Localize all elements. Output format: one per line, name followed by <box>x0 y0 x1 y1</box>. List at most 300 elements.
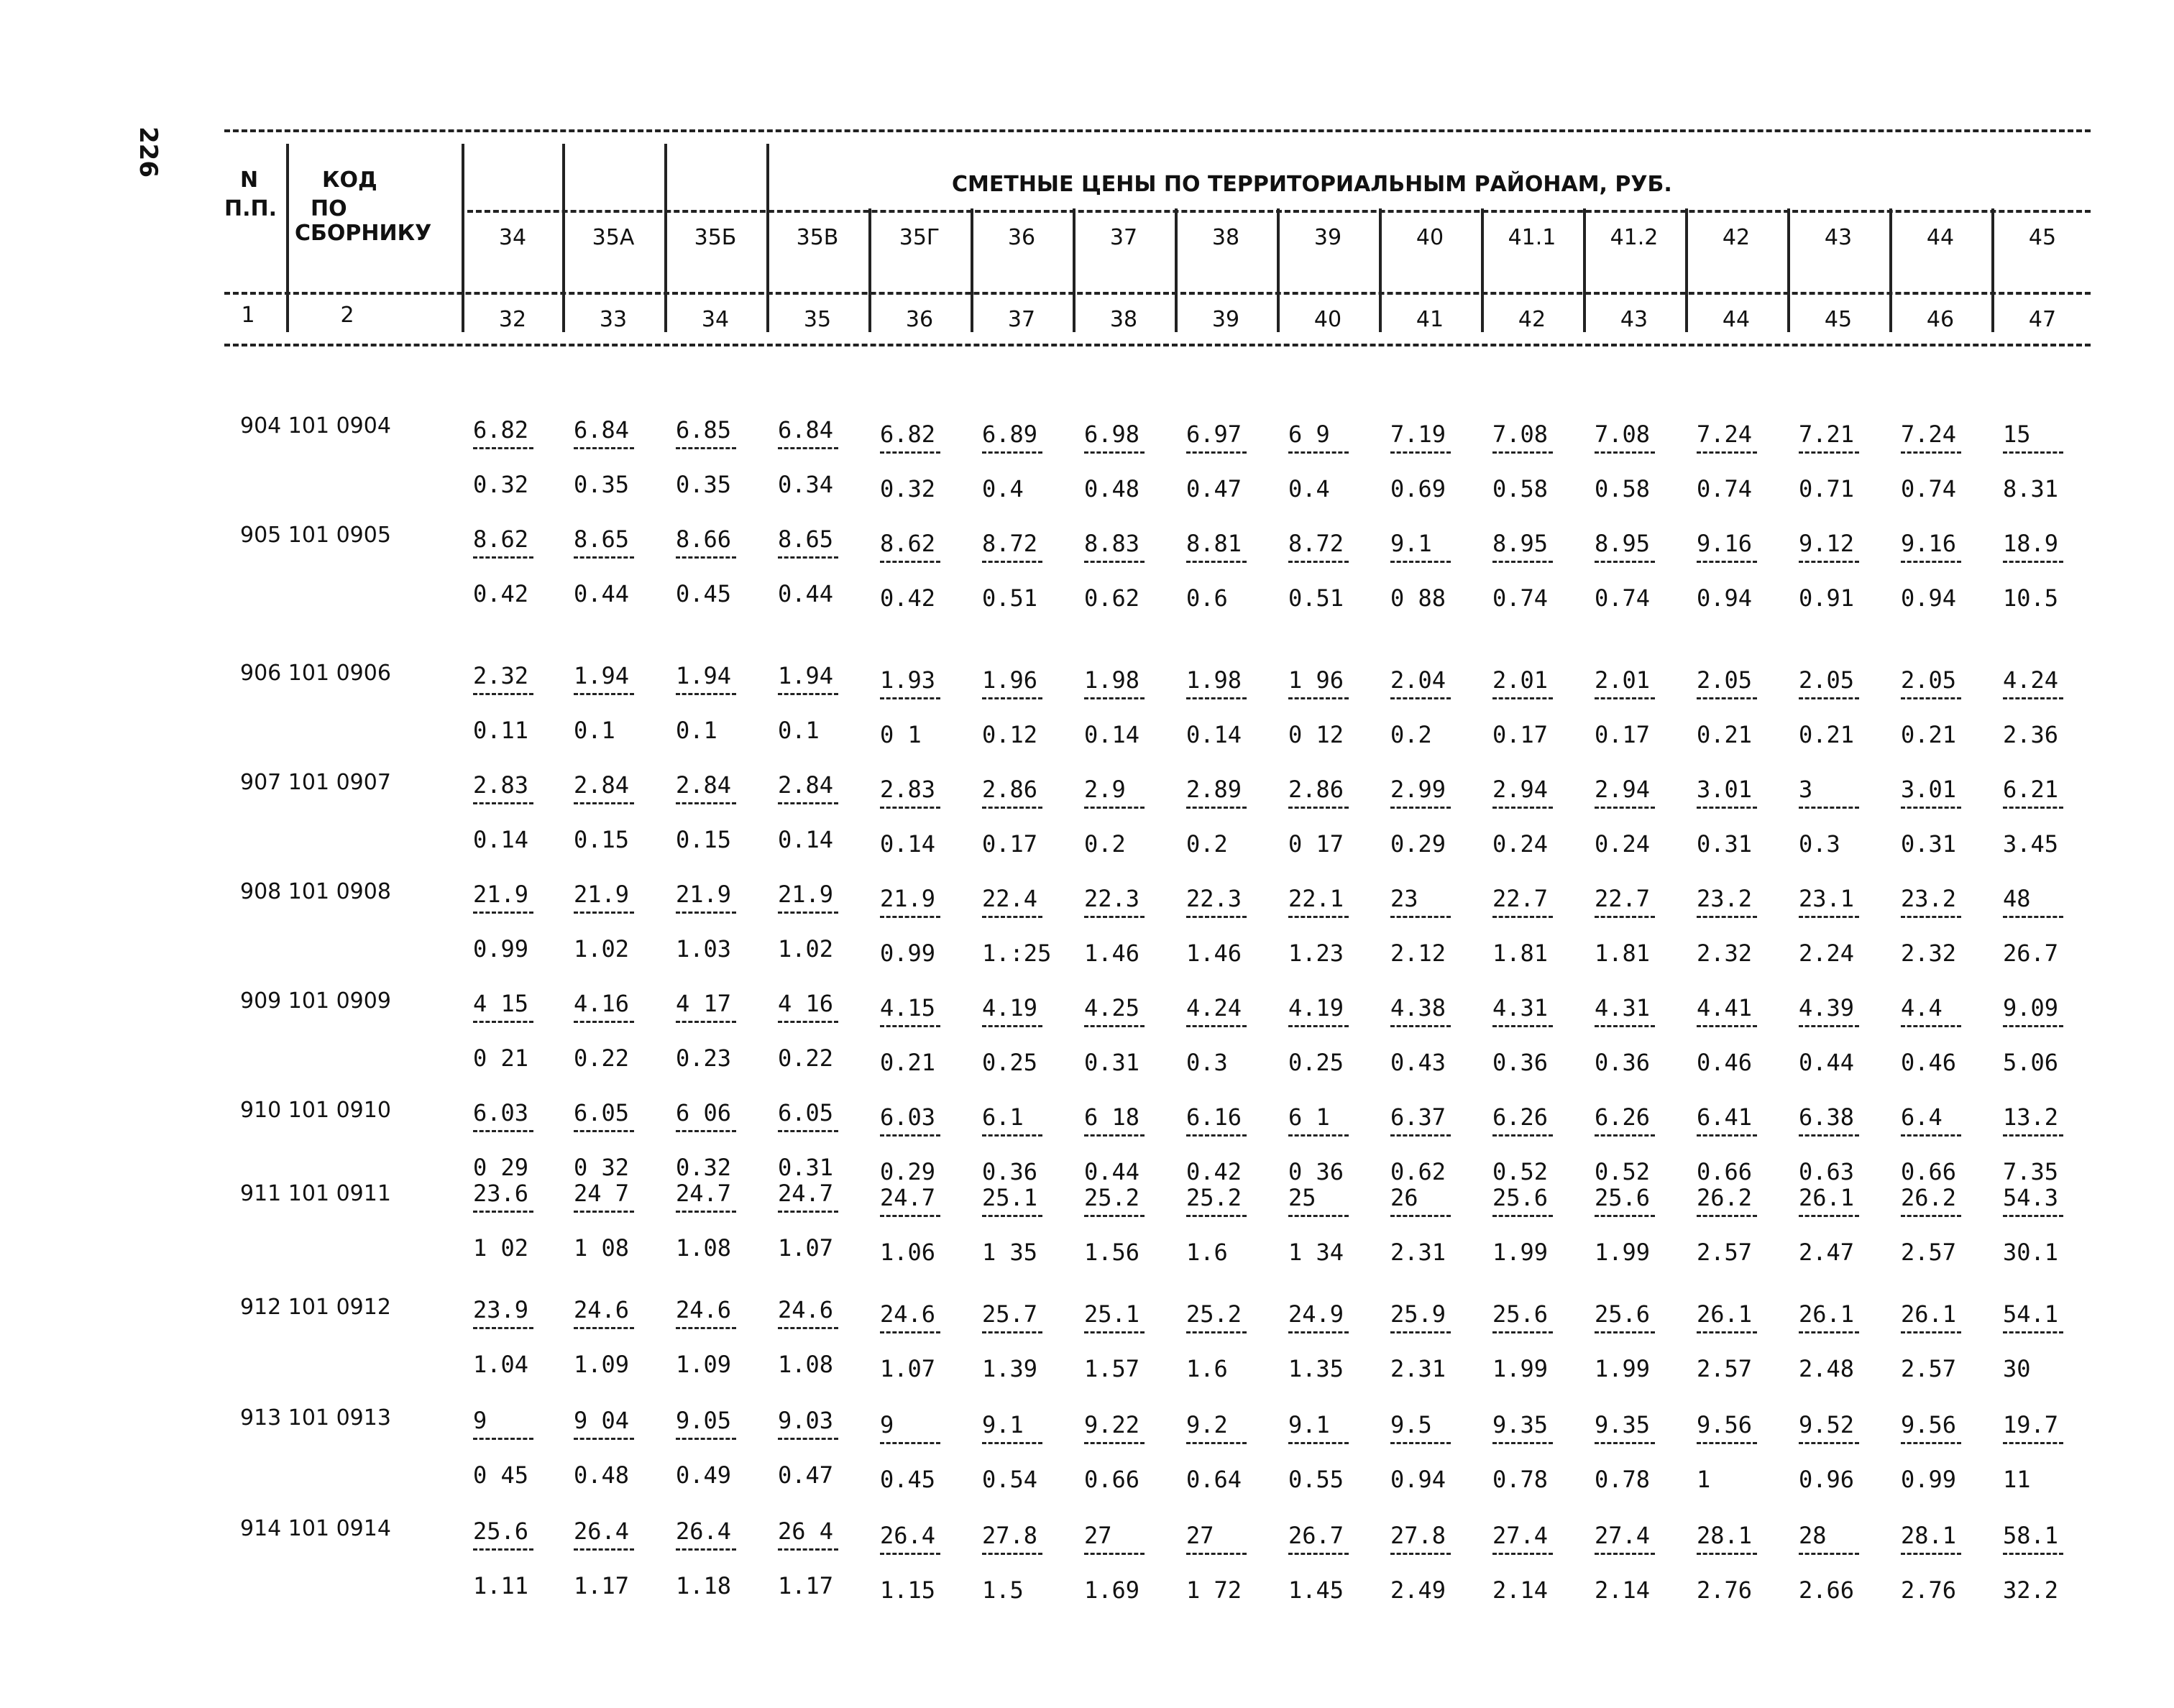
wage-value: 0.17 <box>1595 721 1651 748</box>
header-col-pp: П.П. <box>224 196 278 221</box>
price-value: 24.9 <box>1288 1300 1344 1328</box>
price-value: 4.15 <box>880 994 936 1021</box>
wage-value: 0.21 <box>1901 721 1957 748</box>
wage-value: 0.25 <box>982 1049 1038 1076</box>
wage-value: 2.31 <box>1390 1239 1446 1266</box>
price-value: 25.2 <box>1186 1300 1242 1328</box>
wage-value: 1.:25 <box>982 940 1052 967</box>
wage-value: 1.99 <box>1595 1355 1651 1382</box>
price-value: 9.56 <box>1697 1411 1753 1438</box>
price-value: 23.2 <box>1697 885 1753 912</box>
price-value: 21.9 <box>676 881 732 908</box>
fraction-rule <box>1084 1331 1145 1333</box>
fraction-rule <box>1595 697 1655 699</box>
fraction-rule <box>880 697 940 699</box>
price-value: 2.84 <box>676 771 732 799</box>
fraction-rule <box>1288 1331 1349 1333</box>
wage-value: 2.14 <box>1492 1576 1549 1604</box>
header-index-1: 1 <box>241 303 255 328</box>
fraction-rule <box>2003 1215 2063 1217</box>
fraction-rule <box>1901 1553 1961 1555</box>
fraction-rule <box>1390 1442 1451 1444</box>
price-value: 28.1 <box>1697 1522 1753 1549</box>
fraction-rule <box>676 693 736 695</box>
wage-value: 1.07 <box>880 1355 936 1382</box>
price-value: 25.2 <box>1186 1184 1242 1211</box>
fraction-rule <box>1901 1331 1961 1333</box>
price-value: 24.6 <box>778 1296 834 1323</box>
fraction-rule <box>1186 807 1247 809</box>
price-value: 2.86 <box>1288 776 1344 803</box>
wage-value: 0.94 <box>1697 584 1753 612</box>
price-value: 1.93 <box>880 666 936 694</box>
region-header: 35Б <box>694 225 737 250</box>
region-header: 42 <box>1722 225 1751 250</box>
region-index: 45 <box>1824 307 1853 332</box>
wage-value: 32.2 <box>2003 1576 2059 1604</box>
price-value: 26.1 <box>1799 1300 1855 1328</box>
fraction-rule <box>778 556 838 559</box>
fraction-rule <box>880 451 940 454</box>
price-value: 22.1 <box>1288 885 1344 912</box>
price-value: 9.5 <box>1390 1411 1432 1438</box>
fraction-rule <box>2003 807 2063 809</box>
price-value: 7.24 <box>1697 421 1753 448</box>
fraction-rule <box>1901 697 1961 699</box>
price-value: 25.6 <box>1492 1184 1549 1211</box>
price-value: 23.6 <box>473 1180 529 1207</box>
wage-value: 1 35 <box>982 1239 1038 1266</box>
wage-value: 0.66 <box>1901 1158 1957 1185</box>
wage-value: 0.52 <box>1492 1158 1549 1185</box>
price-value: 9.52 <box>1799 1411 1855 1438</box>
fraction-rule <box>1084 1553 1145 1555</box>
price-value: 1.94 <box>778 662 834 689</box>
price-value: 9.1 <box>1288 1411 1330 1438</box>
page-number: 226 <box>134 127 162 178</box>
wage-value: 0.78 <box>1492 1466 1549 1493</box>
region-header: 35Г <box>899 225 940 250</box>
region-index: 35 <box>803 307 832 332</box>
fraction-rule <box>1492 1331 1553 1333</box>
region-separator <box>1379 208 1382 332</box>
price-value: 4.39 <box>1799 994 1855 1021</box>
price-value: 24.7 <box>880 1184 936 1211</box>
header-col-code-1: КОД <box>322 167 377 193</box>
fraction-rule <box>1799 1331 1859 1333</box>
price-value: 28.1 <box>1901 1522 1957 1549</box>
wage-value: 1.15 <box>880 1576 936 1604</box>
region-header: 44 <box>1926 225 1955 250</box>
fraction-rule <box>1799 1442 1859 1444</box>
fraction-rule <box>1901 561 1961 563</box>
fraction-rule <box>1697 1134 1757 1137</box>
row-id: 911 101 0911 <box>240 1181 391 1206</box>
fraction-rule <box>778 802 838 804</box>
fraction-rule <box>1390 1331 1451 1333</box>
fraction-rule <box>1799 916 1859 918</box>
row-id: 904 101 0904 <box>240 413 391 439</box>
price-value: 25.2 <box>1084 1184 1140 1211</box>
wage-value: 0 1 <box>880 721 922 748</box>
fraction-rule <box>1390 451 1451 454</box>
fraction-rule <box>880 1442 940 1444</box>
fraction-rule <box>1288 1442 1349 1444</box>
wage-value: 0.2 <box>1084 830 1126 858</box>
fraction-rule <box>1186 1215 1247 1217</box>
row-id: 905 101 0905 <box>240 523 391 548</box>
price-value: 18.9 <box>2003 530 2059 557</box>
fraction-rule <box>1492 1025 1553 1027</box>
price-value: 4.24 <box>1186 994 1242 1021</box>
fraction-rule <box>1288 1025 1349 1027</box>
price-value: 9.05 <box>676 1407 732 1434</box>
fraction-rule <box>473 447 533 449</box>
price-value: 1.96 <box>982 666 1038 694</box>
wage-value: 0.21 <box>1799 721 1855 748</box>
region-index: 38 <box>1109 307 1138 332</box>
wage-value: 0.32 <box>473 471 529 498</box>
wage-value: 0.3 <box>1799 830 1840 858</box>
price-value: 19.7 <box>2003 1411 2059 1438</box>
fraction-rule <box>1288 916 1349 918</box>
fraction-rule <box>1288 1215 1349 1217</box>
fraction-rule <box>2003 697 2063 699</box>
region-index: 33 <box>599 307 628 332</box>
fraction-rule <box>1595 916 1655 918</box>
price-value: 26.2 <box>1697 1184 1753 1211</box>
region-index: 44 <box>1722 307 1751 332</box>
region-separator <box>562 144 565 332</box>
price-value: 2.99 <box>1390 776 1446 803</box>
wage-value: 0.42 <box>880 584 936 612</box>
price-value: 6 9 <box>1288 421 1330 448</box>
fraction-rule <box>1390 1215 1451 1217</box>
fraction-rule <box>574 447 634 449</box>
wage-value: 0.36 <box>982 1158 1038 1185</box>
wage-value: 0.74 <box>1901 475 1957 502</box>
price-value: 6.21 <box>2003 776 2059 803</box>
fraction-rule <box>1390 697 1451 699</box>
price-value: 4.19 <box>1288 994 1344 1021</box>
fraction-rule <box>778 1211 838 1213</box>
price-value: 8.81 <box>1186 530 1242 557</box>
price-value: 25.7 <box>982 1300 1038 1328</box>
fraction-rule <box>1492 1134 1553 1137</box>
fraction-rule <box>1799 1134 1859 1137</box>
fraction-rule <box>1799 451 1859 454</box>
fraction-rule <box>1799 1215 1859 1217</box>
region-index: 40 <box>1313 307 1342 332</box>
fraction-rule <box>1288 697 1349 699</box>
fraction-rule <box>676 1438 736 1440</box>
price-value: 6.05 <box>574 1099 630 1126</box>
region-index: 39 <box>1211 307 1240 332</box>
wage-value: 3.45 <box>2003 830 2059 858</box>
fraction-rule <box>1390 1134 1451 1137</box>
wage-value: 2.14 <box>1595 1576 1651 1604</box>
fraction-rule <box>1799 807 1859 809</box>
region-separator <box>1991 208 1994 332</box>
fraction-rule <box>1901 1025 1961 1027</box>
wage-value: 0.66 <box>1697 1158 1753 1185</box>
price-value: 9.09 <box>2003 994 2059 1021</box>
wage-value: 0.15 <box>676 826 732 853</box>
fraction-rule <box>1492 451 1553 454</box>
price-value: 22.7 <box>1492 885 1549 912</box>
wage-value: 0.12 <box>982 721 1038 748</box>
row-id: 914 101 0914 <box>240 1516 391 1541</box>
price-value: 26.2 <box>1901 1184 1957 1211</box>
fraction-rule <box>982 697 1042 699</box>
wage-value: 0.29 <box>1390 830 1446 858</box>
wage-value: 0.71 <box>1799 475 1855 502</box>
fraction-rule <box>1697 561 1757 563</box>
price-value: 2.89 <box>1186 776 1242 803</box>
price-value: 24.7 <box>676 1180 732 1207</box>
price-value: 4.31 <box>1595 994 1651 1021</box>
price-value: 27.8 <box>1390 1522 1446 1549</box>
price-value: 8.65 <box>574 525 630 553</box>
price-value: 25.9 <box>1390 1300 1446 1328</box>
wage-value: 0 88 <box>1390 584 1446 612</box>
row-id: 907 101 0907 <box>240 770 391 795</box>
price-value: 2.04 <box>1390 666 1446 694</box>
wage-value: 1.39 <box>982 1355 1038 1382</box>
fraction-rule <box>1390 561 1451 563</box>
wage-value: 0.96 <box>1799 1466 1855 1493</box>
price-value: 3.01 <box>1697 776 1753 803</box>
fraction-rule <box>574 1211 634 1213</box>
fraction-rule <box>982 1134 1042 1137</box>
fraction-rule <box>574 802 634 804</box>
wage-value: 0.4 <box>982 475 1024 502</box>
fraction-rule <box>1084 807 1145 809</box>
wage-value: 2.47 <box>1799 1239 1855 1266</box>
wage-value: 1.99 <box>1595 1239 1651 1266</box>
fraction-rule <box>880 1134 940 1137</box>
fraction-rule <box>2003 1331 2063 1333</box>
fraction-rule <box>982 1442 1042 1444</box>
fraction-rule <box>1595 1553 1655 1555</box>
region-separator <box>1277 208 1280 332</box>
wage-value: 1.08 <box>676 1234 732 1262</box>
fraction-rule <box>1186 1134 1247 1137</box>
wage-value: 1.56 <box>1084 1239 1140 1266</box>
price-value: 27.8 <box>982 1522 1038 1549</box>
fraction-rule <box>1492 916 1553 918</box>
price-value: 22.7 <box>1595 885 1651 912</box>
wage-value: 0.31 <box>1084 1049 1140 1076</box>
price-value: 6.26 <box>1492 1103 1549 1131</box>
wage-value: 0.32 <box>676 1154 732 1181</box>
fraction-rule <box>778 1548 838 1551</box>
wage-value: 0.17 <box>982 830 1038 858</box>
wage-value: 0.22 <box>574 1044 630 1072</box>
region-index: 34 <box>701 307 730 332</box>
region-header: 38 <box>1211 225 1240 250</box>
fraction-rule <box>1901 1134 1961 1137</box>
fraction-rule <box>1288 561 1349 563</box>
price-value: 7.19 <box>1390 421 1446 448</box>
wage-value: 0.46 <box>1901 1049 1957 1076</box>
wage-value: 0.32 <box>880 475 936 502</box>
header-index-2: 2 <box>340 303 354 328</box>
fraction-rule <box>676 1548 736 1551</box>
price-value: 23 <box>1390 885 1418 912</box>
row-id: 913 101 0913 <box>240 1405 391 1431</box>
fraction-rule <box>778 1130 838 1132</box>
fraction-rule <box>982 916 1042 918</box>
fraction-rule <box>1697 807 1757 809</box>
wage-value: 1.04 <box>473 1351 529 1378</box>
price-value: 4.25 <box>1084 994 1140 1021</box>
region-header: 36 <box>1007 225 1036 250</box>
fraction-rule <box>1595 561 1655 563</box>
wage-value: 0.31 <box>778 1154 834 1181</box>
price-value: 25.6 <box>473 1518 529 1545</box>
fraction-rule <box>1901 916 1961 918</box>
price-value: 6 06 <box>676 1099 732 1126</box>
wage-value: 0.15 <box>574 826 630 853</box>
wage-value: 0.94 <box>1901 584 1957 612</box>
price-value: 25.1 <box>982 1184 1038 1211</box>
wage-value: 1.6 <box>1186 1239 1228 1266</box>
price-value: 6.97 <box>1186 421 1242 448</box>
wage-value: 1.5 <box>982 1576 1024 1604</box>
wage-value: 0.24 <box>1492 830 1549 858</box>
price-value: 6.82 <box>473 416 529 444</box>
wage-value: 0.42 <box>1186 1158 1242 1185</box>
wage-value: 0.22 <box>778 1044 834 1072</box>
price-value: 25.1 <box>1084 1300 1140 1328</box>
wage-value: 0.29 <box>880 1158 936 1185</box>
fraction-rule <box>1288 807 1349 809</box>
price-value: 27.4 <box>1492 1522 1549 1549</box>
fraction-rule <box>1901 807 1961 809</box>
region-separator <box>1685 208 1688 332</box>
fraction-rule <box>473 1211 533 1213</box>
fraction-rule <box>1492 561 1553 563</box>
wage-value: 1.99 <box>1492 1355 1549 1382</box>
wage-value: 1 08 <box>574 1234 630 1262</box>
wage-value: 5.06 <box>2003 1049 2059 1076</box>
wage-value: 1.81 <box>1492 940 1549 967</box>
price-value: 4.31 <box>1492 994 1549 1021</box>
price-value: 6.4 <box>1901 1103 1943 1131</box>
price-value: 6.1 <box>982 1103 1024 1131</box>
fraction-rule <box>1186 1442 1247 1444</box>
wage-value: 2.32 <box>1697 940 1753 967</box>
price-value: 9.35 <box>1492 1411 1549 1438</box>
fraction-rule <box>1084 451 1145 454</box>
wage-value: 1.23 <box>1288 940 1344 967</box>
header-separator-n <box>286 144 289 332</box>
price-value: 26.1 <box>1799 1184 1855 1211</box>
fraction-rule <box>676 802 736 804</box>
wage-value: 0.24 <box>1595 830 1651 858</box>
fraction-rule <box>778 693 838 695</box>
fraction-rule <box>1595 807 1655 809</box>
wage-value: 0.48 <box>574 1461 630 1489</box>
price-value: 26.1 <box>1697 1300 1753 1328</box>
wage-value: 0 21 <box>473 1044 529 1072</box>
fraction-rule <box>880 1331 940 1333</box>
wage-value: 0.58 <box>1492 475 1549 502</box>
fraction-rule <box>473 1327 533 1329</box>
wage-value: 1.08 <box>778 1351 834 1378</box>
wage-value: 1.46 <box>1186 940 1242 967</box>
fraction-rule <box>1595 1134 1655 1137</box>
wage-value: 0.14 <box>1186 721 1242 748</box>
region-index: 42 <box>1518 307 1546 332</box>
fraction-rule <box>1595 1025 1655 1027</box>
price-value: 4.38 <box>1390 994 1446 1021</box>
fraction-rule <box>982 561 1042 563</box>
wage-value: 0.52 <box>1595 1158 1651 1185</box>
price-value: 21.9 <box>880 885 936 912</box>
header-col-n: N <box>240 167 259 193</box>
price-value: 4.41 <box>1697 994 1753 1021</box>
price-value: 9 <box>473 1407 487 1434</box>
fraction-rule <box>1697 1553 1757 1555</box>
wage-value: 1.6 <box>1186 1355 1228 1382</box>
price-value: 2.01 <box>1595 666 1651 694</box>
price-value: 3 <box>1799 776 1813 803</box>
fraction-rule <box>982 1215 1042 1217</box>
wage-value: 0.49 <box>676 1461 732 1489</box>
wage-value: 0.46 <box>1697 1049 1753 1076</box>
price-value: 4 15 <box>473 990 529 1017</box>
fraction-rule <box>1186 561 1247 563</box>
fraction-rule <box>473 556 533 559</box>
fraction-rule <box>1697 1331 1757 1333</box>
price-value: 24.6 <box>880 1300 936 1328</box>
price-value: 9.2 <box>1186 1411 1228 1438</box>
fraction-rule <box>574 556 634 559</box>
wage-value: 2.66 <box>1799 1576 1855 1604</box>
wage-value: 0 12 <box>1288 721 1344 748</box>
price-value: 21.9 <box>473 881 529 908</box>
price-value: 22.3 <box>1186 885 1242 912</box>
region-header: 43 <box>1824 225 1853 250</box>
wage-value: 1 72 <box>1186 1576 1242 1604</box>
price-value: 21.9 <box>778 881 834 908</box>
region-separator <box>462 144 464 332</box>
wage-value: 0.78 <box>1595 1466 1651 1493</box>
price-value: 6.82 <box>880 421 936 448</box>
wage-value: 0.66 <box>1084 1466 1140 1493</box>
fraction-rule <box>1390 916 1451 918</box>
wage-value: 8.31 <box>2003 475 2059 502</box>
fraction-rule <box>473 912 533 914</box>
region-separator <box>1583 208 1586 332</box>
fraction-rule <box>473 1548 533 1551</box>
fraction-rule <box>473 1438 533 1440</box>
fraction-rule <box>676 1211 736 1213</box>
fraction-rule <box>1901 451 1961 454</box>
row-id: 906 101 0906 <box>240 661 391 686</box>
region-index: 37 <box>1007 307 1036 332</box>
price-value: 25.6 <box>1595 1300 1651 1328</box>
region-index: 46 <box>1926 307 1955 332</box>
fraction-rule <box>1084 1134 1145 1137</box>
price-value: 1.98 <box>1186 666 1242 694</box>
price-value: 8.62 <box>880 530 936 557</box>
wage-value: 0.44 <box>1799 1049 1855 1076</box>
wage-value: 26.7 <box>2003 940 2059 967</box>
fraction-rule <box>1492 1215 1553 1217</box>
